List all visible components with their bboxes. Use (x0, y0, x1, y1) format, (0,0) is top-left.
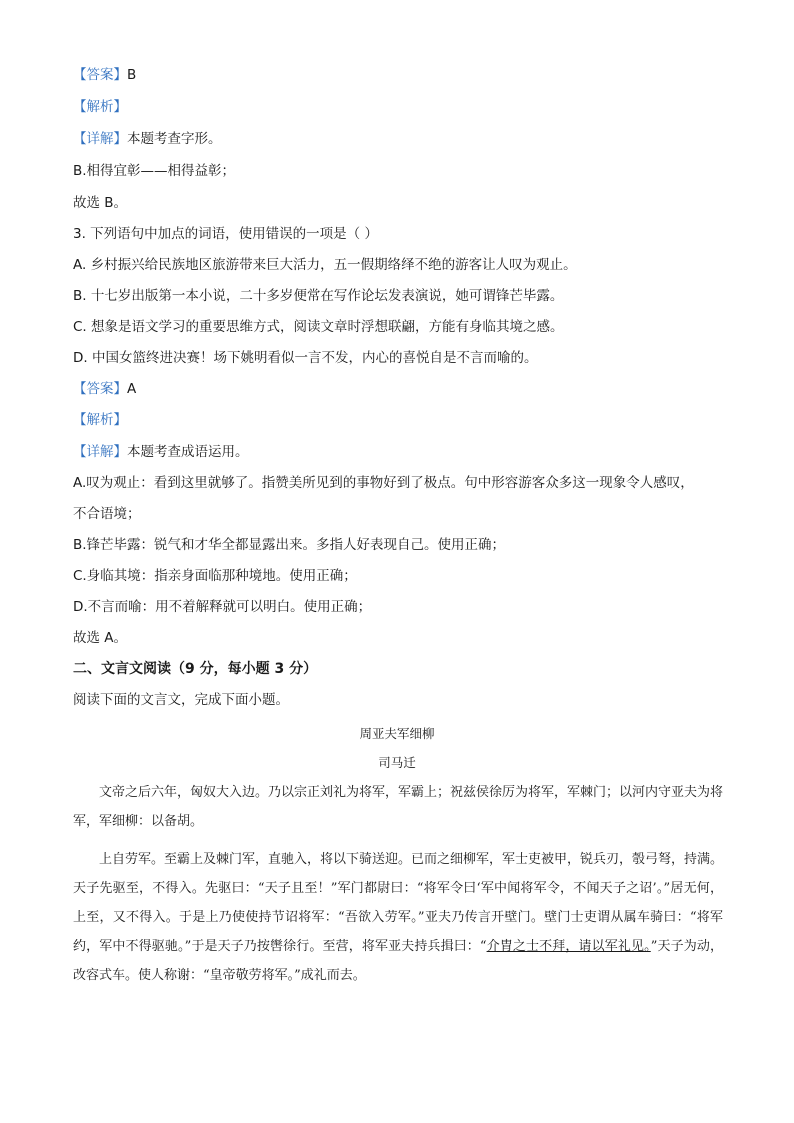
q3-explanation-d: D.不言而喻：用不着解释就可以明白。使用正确； (73, 599, 372, 615)
q3-explanation-a: A.叹为观止：看到这里就够了。指赞美所见到的事物好到了极点。句中形容游客众多这一现象令人感叹， (73, 475, 694, 491)
detail-text: 本题考查字形。 (127, 131, 222, 147)
answer-value: B (127, 67, 137, 83)
detail-tag: 【详解】 (73, 444, 127, 460)
q3-choice: 故选 A。 (73, 630, 128, 646)
q3-stem: 3. 下列语句中加点的词语，使用错误的一项是（ ） (73, 226, 378, 242)
q3-option-b: B. 十七岁出版第一本小说，二十多岁便常在写作论坛发表演说，她可谓锋芒毕露。 (73, 288, 564, 304)
q3-option-a: A. 乡村振兴给民族地区旅游带来巨大活力，五一假期络绎不绝的游客让人叹为观止。 (73, 257, 577, 273)
q3-answer-line (73, 380, 136, 398)
q2-choice: 故选 B。 (73, 195, 128, 211)
passage-author: 司马迁 (378, 755, 416, 770)
paragraph-2-text-a: 上自劳军。至霸上及棘门军，直驰入，将以下骑送迎。已而之细柳军，军士吏被甲，锐兵刃，彀弓弩，持满。天子先驱至，不得入。先驱曰：“天子且至！”军门都尉曰：“将军令曰‘军中闻将军令，不闻天子之诏’。”居无何，上至，又不得入。于是上乃使使持节诏将军：“吾欲入劳军。”亚夫乃传言开壁门。壁门士吏谓从属车骑曰：“将军约，军中不得驱驰。”于是天子乃按辔徐行。至营，将军亚夫持兵揖曰：“ (73, 852, 724, 954)
detail-text: 本题考查成语运用。 (127, 444, 249, 460)
q2-line-b: B.相得宜彰——相得益彰； (73, 163, 236, 179)
q3-explanation-a-cont: 不合语境； (73, 506, 141, 522)
q3-explanation-c: C.身临其境：指亲身面临那种境地。使用正确； (73, 568, 357, 584)
passage-title: 周亚夫军细柳 (359, 726, 435, 741)
answer-tag: 【答案】 (73, 381, 127, 397)
paragraph-2-text-b: ”天子为动，改容式车。使人称谢：“皇帝敬劳将军。”成礼而去。 (73, 939, 723, 983)
q2-detail-line (73, 130, 222, 148)
q3-detail-line (73, 443, 249, 461)
answer-value: A (127, 381, 137, 397)
q3-option-c: C. 想象是语文学习的重要思维方式，阅读文章时浮想联翩，方能有身临其境之感。 (73, 319, 564, 335)
section-instruction: 阅读下面的文言文，完成下面小题。 (73, 692, 289, 708)
underlined-sentence: 介胄之士不拜，请以军礼见。 (486, 939, 651, 954)
q3-option-d: D. 中国女篮终进决赛！场下姚明看似一言不发，内心的喜悦自是不言而喻的。 (73, 350, 538, 366)
passage-paragraph-1: 文帝之后六年，匈奴大入边。乃以宗正刘礼为将军，军霸上；祝兹侯徐厉为将军，军棘门；以河内守亚夫为将军，军细柳：以备胡。 (73, 785, 724, 829)
detail-tag: 【详解】 (73, 131, 127, 147)
q2-answer-line (73, 66, 136, 84)
q3-analysis-tag: 【解析】 (73, 412, 127, 428)
answer-tag: 【答案】 (73, 67, 127, 83)
passage-paragraph-2 (73, 845, 723, 990)
q3-explanation-b: B.锋芒毕露：锐气和才华全都显露出来。多指人好表现自己。使用正确； (73, 537, 506, 553)
q2-analysis-tag: 【解析】 (73, 99, 127, 115)
section-heading: 二、文言文阅读（9 分，每小题 3 分） (73, 661, 318, 677)
